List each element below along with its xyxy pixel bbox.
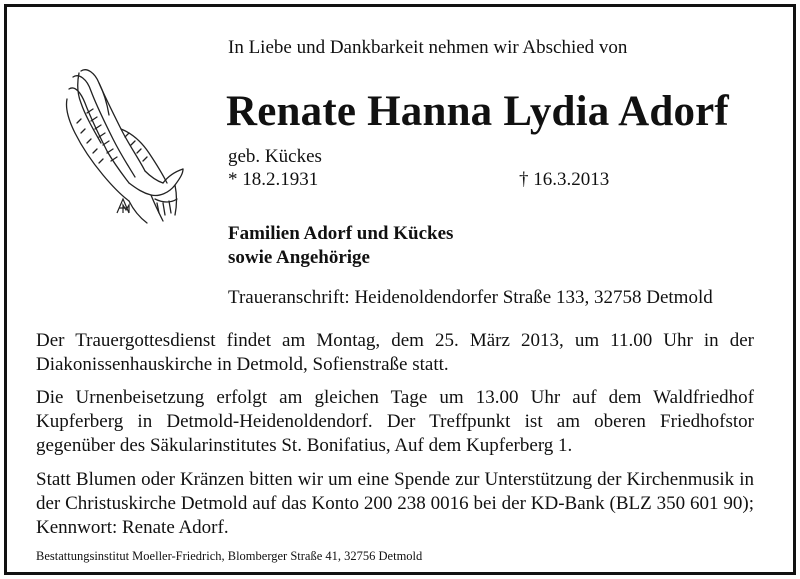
mourning-address: Traueranschrift: Heidenoldendorfer Straße 133, 32758 Detmold	[228, 287, 713, 308]
funeral-home-footer: Bestattungsinstitut Moeller-Friedrich, Blomberger Straße 41, 32756 Detmold	[36, 549, 423, 563]
birth-date: * 18.2.1931	[228, 169, 319, 190]
service-paragraph: Der Trauergottesdienst findet am Montag, dem 25. März 2013, um 11.00 Uhr in der Diakonissenhauskirche in Detmold, Sofienstraße statt.	[36, 330, 754, 375]
deceased-name: Renate Hanna Lydia Adorf	[226, 88, 729, 135]
family-signature	[228, 222, 453, 270]
obituary-notice	[4, 4, 796, 575]
family-line-2: sowie Angehörige	[228, 247, 370, 268]
burial-paragraph: Die Urnenbeisetzung erfolgt am gleichen Tage um 13.00 Uhr auf dem Waldfriedhof Kupferberg in Detmold-Heidenoldendorf. Der Treffpunkt ist am oberen Friedhofstor gegenüber des Säkularinstitutes St. Bonifatius, Auf dem Kupferberg 1.	[36, 387, 754, 456]
death-date: † 16.3.2013	[519, 169, 610, 190]
intro-text: In Liebe und Dankbarkeit nehmen wir Abschied von	[228, 37, 628, 58]
maiden-name: geb. Kückes	[228, 146, 322, 167]
praying-hands-icon	[59, 63, 189, 229]
donation-paragraph: Statt Blumen oder Kränzen bitten wir um eine Spende zur Unterstützung der Kirchenmusik in der Christuskirche Detmold auf das Konto 200 238 0016 bei der KD-Bank (BLZ 350 601 90); Kennwort: Renate Adorf.	[36, 469, 754, 538]
family-line-1: Familien Adorf und Kückes	[228, 223, 454, 244]
